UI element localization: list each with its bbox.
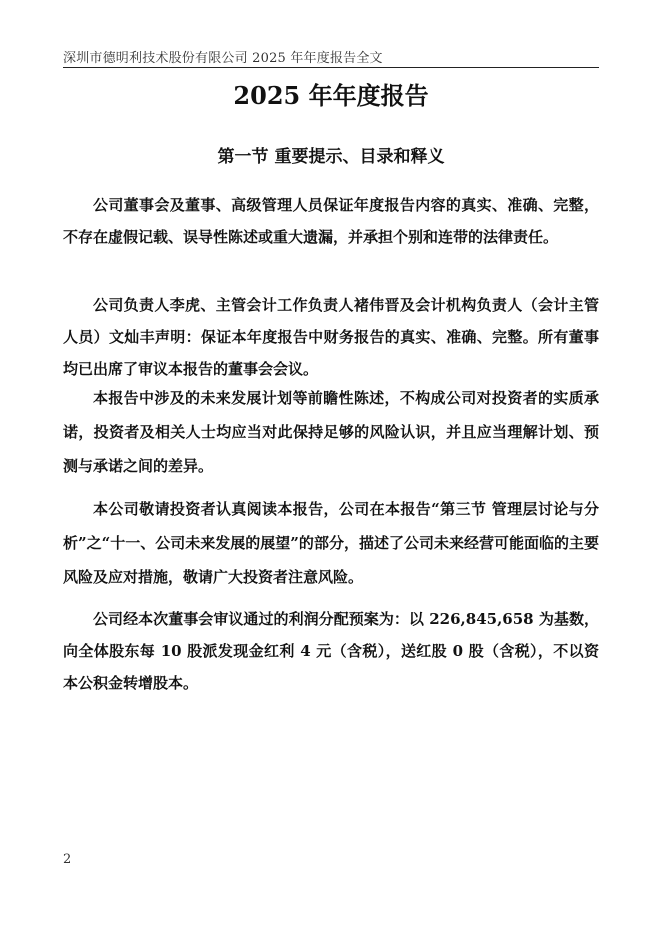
document-title: 2025 年年度报告	[233, 81, 429, 110]
running-header: 深圳市德明利技术股份有限公司 2025 年年度报告全文	[63, 51, 383, 66]
paragraph-profit-distribution: 公司经本次董事会审议通过的利润分配预案为：以 226,845,658 为基数，向全体股东每 10 股派发现金红利 4 元（含税），送红股 0 股（含税），不以资本公积金转增股本。	[63, 610, 599, 692]
paragraph-forward-looking: 本报告中涉及的未来发展计划等前瞻性陈述，不构成公司对投资者的实质承诺，投资者及相关人士均应当对此保持足够的风险认识，并且应当理解计划、预测与承诺之间的差异。	[63, 389, 599, 475]
header-divider	[63, 67, 599, 68]
paragraph-responsible-persons: 公司负责人李虎、主管会计工作负责人褚伟晋及会计机构负责人（会计主管人员）文灿丰声明：保证本年度报告中财务报告的真实、准确、完整。所有董事均已出席了审议本报告的董事会会议。	[63, 296, 599, 378]
paragraph-risk-notice: 本公司敬请投资者认真阅读本报告，公司在本报告“第三节 管理层讨论与分析”之“十一、公司未来发展的展望”的部分，描述了公司未来经营可能面临的主要风险及应对措施，敬请广大投资者注意风险。	[63, 500, 599, 586]
page-number: 2	[63, 852, 72, 867]
paragraph-board-guarantee: 公司董事会及董事、高级管理人员保证年度报告内容的真实、准确、完整，不存在虚假记载、误导性陈述或重大遗漏，并承担个别和连带的法律责任。	[63, 196, 599, 246]
section-title: 第一节 重要提示、目录和释义	[217, 147, 445, 167]
